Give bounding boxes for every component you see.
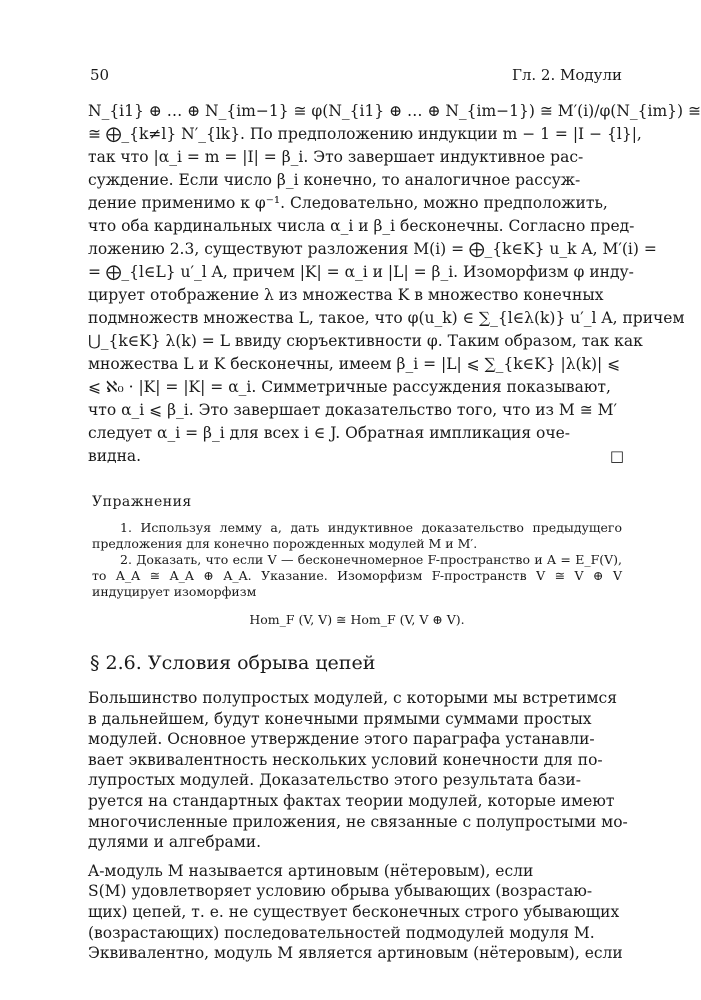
body-line: (возрастающих) последовательностей подмодулей модуля M. [88,923,595,942]
body-line: Эквивалентно, модуль M является артиновым (нётеровым), если [88,944,623,963]
text-line: подмножеств множества L, такое, что φ(u_k) ∈ ∑_{l∈λ(k)} u′_l A, причем [88,309,685,327]
text-line: что оба кардинальных числа α_i и β_i бесконечны. Согласно пред- [88,217,635,235]
text-line: ложению 2.3, существуют разложения M(i) = ⨁_{k∈K} u_k A, M′(i) = [88,240,657,258]
text-line: следует α_i = β_i для всех i ∈ J. Обратная импликация оче- [88,424,571,442]
text-line: ≅ ⨁_{k≠l} N′_{lk}. По предположению индукции m − 1 = |I − {l}|, [88,125,642,143]
running-title: Гл. 2. Модули [511,66,622,84]
qed-symbol: □ [609,447,624,465]
exercise-formula: Hom_F (V, V) ≅ Hom_F (V, V ⊕ V). [249,612,465,627]
text-line: ⋃_{k∈K} λ(k) = L ввиду сюръективности φ. Таким образом, так как [88,332,643,350]
body-line: S(M) удовлетворяет условию обрыва убывающих (возрастаю- [88,882,593,901]
body-line: дулями и алгебрами. [88,833,262,852]
section-body [88,688,628,964]
body-line: модулей. Основное утверждение этого параграфа устанавли- [88,730,595,749]
text-line-last [88,445,624,468]
text-line: цирует отображение λ из множества K в множество конечных [88,286,604,304]
body-line: лупростых модулей. Доказательство этого результата бази- [88,771,581,790]
section-heading: § 2.6. Условия обрыва цепей [90,652,376,674]
exercise-item: 1. Используя лемму а, дать индуктивное доказательство предыдущего предложения для конечно порожденных модулей M и M′. [92,520,622,551]
proof-text [88,100,701,468]
text-line: так что |α_i = m = |I| = β_i. Это завершает индуктивное рас- [88,148,584,166]
body-line: руется на стандартных фактах теории модулей, которые имеют [88,791,615,810]
page-number: 50 [90,66,110,84]
text-line: дение применимо к φ⁻¹. Следовательно, можно предположить, [88,194,608,212]
text-line: = ⨁_{l∈L} u′_l A, причем |K| = α_i и |L| = β_i. Изоморфизм φ инду- [88,263,634,281]
text-line: что α_i ⩽ β_i. Это завершает доказательство того, что из M ≅ M′ [88,401,618,419]
text-line: суждение. Если число β_i конечно, то аналогичное рассуж- [88,171,581,189]
exercise-item: 2. Доказать, что если V — бесконечномерное F-пространство и A = E_F(V), то A_A ≅ A_A ⊕ A_A. Указание. Изоморфизм F-пространств V ≅ V ⊕ V индуцирует изоморфизм [92,552,622,599]
body-line: в дальнейшем, будут конечными прямыми суммами простых [88,709,592,728]
text-line: множества L и K бесконечны, имеем β_i = |L| ⩽ ∑_{k∈K} |λ(k)| ⩽ [88,355,621,373]
body-paragraph-2 [88,861,624,964]
text-line: ⩽ ℵ₀ · |K| = |K| = α_i. Симметричные рассуждения показывают, [88,378,611,396]
text-line: видна. [88,447,142,465]
body-line: вает эквивалентность нескольких условий конечности для по- [88,750,603,769]
body-line: A-модуль M называется артиновым (нётеровым), если [88,861,534,880]
body-line: многочисленные приложения, не связанные с полупростыми мо- [88,812,628,831]
exercises-list [92,520,622,628]
page-header [90,66,622,88]
text-line: N_{i1} ⊕ … ⊕ N_{im−1} ≅ φ(N_{i1} ⊕ … ⊕ N_{im−1}) ≅ M′(i)/φ(N_{im}) ≅ [88,102,701,120]
body-line: щих) цепей, т. е. не существует бесконечных строго убывающих [88,902,620,921]
exercises-title: Упражнения [92,494,192,510]
body-line: Большинство полупростых модулей, с которыми мы встретимся [88,689,617,707]
